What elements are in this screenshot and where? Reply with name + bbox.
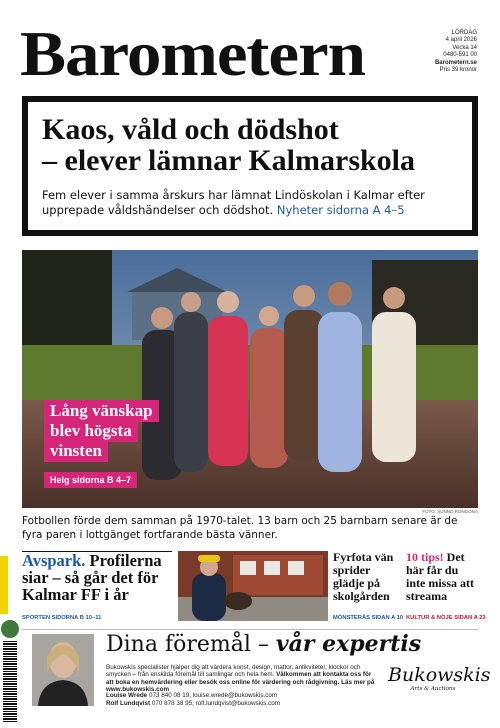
- edition-web[interactable]: Barometern.se: [434, 59, 477, 66]
- teaser-tips-text: Det här får du inte missa att streama: [406, 550, 474, 603]
- ad-title-plain: Dina föremål –: [106, 632, 276, 657]
- feature-tag-line2: blev högsta: [44, 420, 138, 442]
- ad-brand-logo: [388, 664, 491, 692]
- ad-portrait-image: [32, 634, 94, 706]
- ad-title: [106, 632, 421, 657]
- feature-page-ref[interactable]: Helg sidorna B 4–7: [44, 472, 137, 488]
- teaser-tips-ref[interactable]: KULTUR & NÖJE SIDAN A 23: [406, 615, 486, 621]
- lead-page-ref[interactable]: Nyheter sidorna A 4–5: [276, 203, 405, 217]
- teaser-dog-photo[interactable]: [178, 551, 328, 621]
- teaser-avspark-headline: [22, 552, 172, 603]
- ad-contact-1: [106, 692, 376, 700]
- ad-contacts: [106, 692, 376, 707]
- edition-phone: 0480-591 00: [443, 52, 477, 59]
- lead-headline-line2: – elever lämnar Kalmarskola: [42, 144, 416, 177]
- ad-body-strong: Välkommen att kontakta oss för att boka en hemvärdering eller besök oss online för värdering och rådgivning.: [106, 671, 372, 686]
- teaser-avspark-text: Profilerna siar – så går det för Kalmar FF i år: [22, 551, 162, 604]
- ad-portrait: [32, 634, 94, 706]
- ad-contact-1-info[interactable]: 073 840 08 19, louise.wrede@bukowskis.com: [148, 692, 278, 699]
- lead-text: [42, 188, 458, 218]
- ad-brand-sub: Arts & Auctions: [410, 686, 456, 692]
- photo-credit: FOTO: SUNNO RONGONA: [422, 509, 478, 514]
- lead-story[interactable]: [22, 96, 478, 236]
- ad-title-emphasis: vår expertis: [275, 631, 422, 657]
- teaser-dog-image: [178, 551, 328, 621]
- feature-caption: Fotbollen förde dem samman på 1970-talet. 13 barn och 25 barnbarn senare är de fyra paren i lottgänget fortfarande bästa vänner.: [22, 515, 458, 541]
- masthead: [20, 18, 430, 90]
- teaser-fyrfota-headline: Fyrfota vän sprider glädje på skolgården: [333, 550, 394, 603]
- teaser-avspark[interactable]: [22, 551, 172, 621]
- feature-tag-line1: Lång vänskap: [44, 400, 159, 422]
- edition-week: Vecka 14: [452, 44, 477, 51]
- ad-brand-name: Bukowskis: [388, 664, 491, 686]
- teaser-fyrfota-ref[interactable]: MÖNSTERÅS SIDAN A 10: [333, 615, 404, 621]
- teaser-avspark-kicker: Avspark.: [22, 551, 86, 570]
- feature-tag-line3: vinsten: [44, 440, 108, 462]
- barcode-icon: [3, 640, 17, 722]
- edition-day: LÖRDAG: [451, 30, 477, 36]
- teaser-fyrfota[interactable]: [333, 550, 404, 621]
- ad-body-link[interactable]: Läs mer på www.bukowskis.com: [106, 678, 375, 694]
- lead-headline: [42, 114, 458, 176]
- feature-photo-image: [22, 250, 478, 508]
- eco-seal-icon: [1, 620, 19, 638]
- ad-body: [106, 664, 376, 694]
- teaser-tips-accent: 10 tips!: [406, 550, 444, 564]
- bukowskis-ad[interactable]: [22, 629, 491, 707]
- teaser-tips[interactable]: [406, 550, 486, 621]
- ad-contact-2: [106, 700, 376, 708]
- sport-marker: [0, 556, 8, 614]
- ad-contact-1-name: Louise Wrede: [106, 692, 148, 699]
- teaser-tips-headline: [406, 551, 478, 603]
- lead-body: Fem elever i samma årskurs har lämnat Lindöskolan i Kalmar efter upprepade våldshändelser och dödshot.: [42, 188, 425, 217]
- edition-info: [417, 30, 477, 74]
- teaser-avspark-ref[interactable]: SPORTEN SIDORNA B 10–11: [22, 615, 102, 621]
- masthead-logo: Barometern: [20, 18, 365, 89]
- edition-date: 4 april 2026: [445, 37, 477, 44]
- lead-headline-line1: Kaos, våld och dödshot: [42, 113, 339, 146]
- edition-price: Pris 39 kronor: [439, 67, 477, 74]
- ad-contact-2-name: Rolf Lundqvist: [106, 699, 151, 707]
- feature-photo[interactable]: [22, 250, 478, 508]
- ad-body-text: Bukowskis specialister hjälper dig att värdera konst, design, mattor, antikviteter, klockor och smycken – från enskilda föremål till samlingar och hela hem.: [106, 664, 361, 679]
- ad-contact-2-info[interactable]: 070 878 38 95, rolf.lundqvist@bukowskis.com: [151, 699, 281, 707]
